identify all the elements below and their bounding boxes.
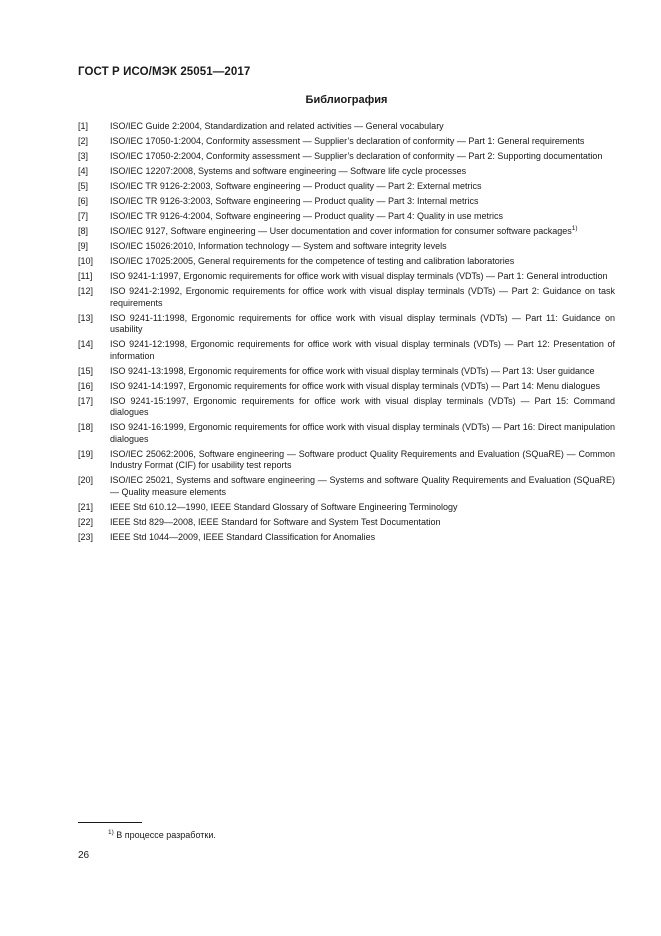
- bibliography-item-number: [1]: [78, 121, 89, 131]
- bibliography-item-text-wrap: [110, 475, 615, 498]
- bibliography-item-text: ISO/IEC TR 9126-3:2003, Software engineering — Product quality — Part 3: Internal metrics: [110, 196, 479, 206]
- bibliography-item: [78, 286, 615, 309]
- bibliography-item-number: [5]: [78, 181, 89, 191]
- bibliography-item-text: ISO/IEC 17050-2:2004, Conformity assessment — Supplier’s declaration of conformity — Part 2: Supporting documentation: [110, 151, 603, 161]
- bibliography-item-text-wrap: [110, 422, 615, 445]
- bibliography-item-text: ISO 9241-11:1998, Ergonomic requirements for office work with visual display terminals (VDTs) — Part 11: Guidance on usability: [110, 312, 615, 334]
- bibliography-item-number: [16]: [78, 380, 94, 391]
- bibliography-item-text: IEEE Std 1044—2009, IEEE Standard Classification for Anomalies: [110, 531, 376, 542]
- bibliography-item-text: ISO 9241-13:1998, Ergonomic requirements for office work with visual display terminals (VDTs) — Part 13: User guidance: [110, 365, 595, 376]
- page-number: 26: [78, 850, 90, 861]
- bibliography-item-text: ISO/IEC 17050-1:2004, Conformity assessment — Supplier’s declaration of conformity — Part 1: General requirements: [110, 136, 585, 146]
- bibliography-item-text: ISO/IEC 15026:2010, Information technology — System and software integrity levels: [110, 241, 447, 251]
- footnote: [108, 829, 216, 840]
- bibliography-item-text-wrap: [110, 211, 615, 223]
- bibliography-item-number: [7]: [78, 211, 89, 221]
- bibliography-item-text: IEEE Std 829—2008, IEEE Standard for Software and System Test Documentation: [110, 516, 441, 527]
- bibliography-item-text-wrap: [110, 181, 615, 193]
- bibliography-item-text-wrap: [110, 366, 615, 378]
- bibliography-item-text: ISO/IEC Guide 2:2004, Standardization and related activities — General vocabulary: [110, 121, 444, 131]
- bibliography-item-text-wrap: [110, 226, 615, 238]
- bibliography-item-text: ISO/IEC 12207:2008, Systems and software engineering — Software life cycle processes: [110, 166, 467, 176]
- bibliography-item: [78, 396, 615, 419]
- bibliography-item: [78, 422, 615, 445]
- bibliography-item-text: ISO 9241-12:1998, Ergonomic requirements for office work with visual display terminals (VDTs) — Part 12: Presentation of information: [110, 339, 615, 361]
- bibliography-item-text: ISO/IEC 9127, Software engineering — User documentation and cover information for consumer software packages: [110, 226, 572, 236]
- bibliography-item-text-wrap: [110, 381, 615, 393]
- bibliography-item-text: IEEE Std 610.12—1990, IEEE Standard Glossary of Software Engineering Terminology: [110, 501, 458, 512]
- footnote-marker: 1): [108, 829, 114, 836]
- bibliography-item-text-wrap: [110, 241, 615, 253]
- bibliography-item-text: ISO 9241-16:1999, Ergonomic requirements for office work with visual display terminals (VDTs) — Part 16: Direct manipulation dialogues: [110, 422, 615, 444]
- bibliography-item: [78, 366, 615, 378]
- bibliography-item-text: ISO 9241-14:1997, Ergonomic requirements for office work with visual display terminals (VDTs) — Part 14: Menu dialogues: [110, 380, 601, 391]
- bibliography-list: [78, 121, 615, 547]
- bibliography-item-number: [11]: [78, 271, 93, 281]
- bibliography-item-text-wrap: [110, 166, 615, 178]
- bibliography-item: [78, 196, 615, 208]
- bibliography-item-text-wrap: [110, 196, 615, 208]
- bibliography-item-number: [17]: [78, 395, 94, 406]
- bibliography-item: [78, 517, 615, 529]
- bibliography-item: [78, 256, 615, 268]
- bibliography-item: [78, 381, 615, 393]
- section-title: Библиография: [305, 94, 388, 106]
- bibliography-item-text-wrap: [110, 339, 615, 362]
- bibliography-item-text-wrap: [110, 151, 615, 163]
- bibliography-item: [78, 271, 615, 283]
- document-header: ГОСТ Р ИСО/МЭК 25051—2017: [78, 66, 251, 78]
- bibliography-item-number: [6]: [78, 196, 89, 206]
- bibliography-item-text-wrap: [110, 136, 615, 148]
- bibliography-item-text-wrap: [110, 502, 615, 514]
- bibliography-item-text-wrap: [110, 256, 615, 268]
- bibliography-item-number: [18]: [78, 422, 94, 432]
- bibliography-item: [78, 151, 615, 163]
- bibliography-item-number: [13]: [78, 312, 94, 323]
- bibliography-item-number: [19]: [78, 448, 94, 459]
- bibliography-item-text-wrap: [110, 517, 615, 529]
- bibliography-item: [78, 136, 615, 148]
- bibliography-item-text: ISO/IEC TR 9126-4:2004, Software engineering — Product quality — Part 4: Quality in use metrics: [110, 211, 504, 221]
- bibliography-item-text-wrap: [110, 313, 615, 336]
- bibliography-item-number: [10]: [78, 256, 94, 266]
- bibliography-item-number: [4]: [78, 166, 89, 176]
- bibliography-item-text: ISO/IEC 17025:2005, General requirements for the competence of testing and calibration laboratories: [110, 256, 515, 266]
- bibliography-item-text: ISO 9241-2:1992, Ergonomic requirements for office work with visual display terminals (VDTs) — Part 2: Guidance on task requirements: [110, 286, 615, 308]
- bibliography-item-text-wrap: [110, 396, 615, 419]
- bibliography-item: [78, 449, 615, 472]
- bibliography-item-number: [3]: [78, 151, 89, 161]
- bibliography-item-text: ISO 9241-1:1997, Ergonomic requirements for office work with visual display terminals (VDTs) — Part 1: General introduction: [110, 271, 608, 281]
- bibliography-item-number: [22]: [78, 516, 94, 527]
- bibliography-item: [78, 313, 615, 336]
- bibliography-item-text-wrap: [110, 121, 615, 133]
- bibliography-item-number: [20]: [78, 475, 94, 485]
- footnote-reference: 1): [571, 225, 578, 232]
- bibliography-item-text: ISO/IEC 25062:2006, Software engineering — Software product Quality Requirements and Evaluation (SQuaRE) — Common Industry Format (CIF) for usability test reports: [110, 448, 615, 470]
- bibliography-item-number: [14]: [78, 339, 94, 349]
- footnote-text: В процессе разработки.: [116, 830, 216, 840]
- bibliography-item-number: [21]: [78, 501, 94, 512]
- bibliography-item: [78, 339, 615, 362]
- bibliography-item-text-wrap: [110, 286, 615, 309]
- bibliography-item-text-wrap: [110, 271, 615, 283]
- bibliography-item-number: [23]: [78, 531, 94, 542]
- bibliography-item: [78, 121, 615, 133]
- bibliography-item: [78, 181, 615, 193]
- footnote-divider: [78, 822, 142, 823]
- bibliography-item: [78, 226, 615, 238]
- bibliography-item: [78, 502, 615, 514]
- bibliography-item-text: ISO/IEC 25021, Systems and software engineering — Systems and software Quality Requirements and Evaluation (SQuaRE) — Quality measure elements: [110, 475, 615, 497]
- bibliography-item-number: [12]: [78, 286, 94, 296]
- bibliography-item: [78, 241, 615, 253]
- bibliography-item-text: ISO 9241-15:1997, Ergonomic requirements for office work with visual display terminals (VDTs) — Part 15: Command dialogues: [110, 395, 615, 417]
- bibliography-item-number: [8]: [78, 226, 89, 236]
- bibliography-item-text-wrap: [110, 449, 615, 472]
- bibliography-item: [78, 475, 615, 498]
- bibliography-item-number: [9]: [78, 241, 89, 251]
- bibliography-item: [78, 211, 615, 223]
- bibliography-item-text: ISO/IEC TR 9126-2:2003, Software engineering — Product quality — Part 2: External metrics: [110, 181, 482, 191]
- bibliography-item: [78, 532, 615, 544]
- bibliography-item-number: [2]: [78, 136, 89, 146]
- bibliography-item: [78, 166, 615, 178]
- bibliography-item-text-wrap: [110, 532, 615, 544]
- bibliography-item-number: [15]: [78, 365, 94, 376]
